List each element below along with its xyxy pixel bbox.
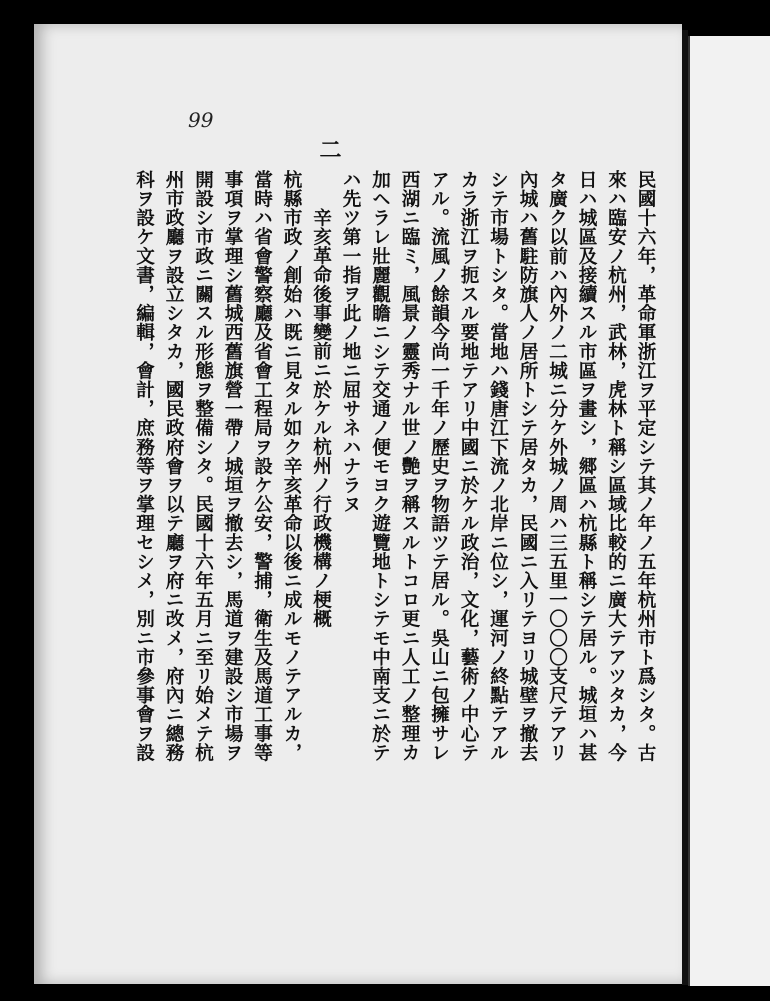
text-column: 日ハ城區及接續スル市區ヲ畫シ，郷區ハ杭縣ト稱シテ居ル。城垣ハ甚: [576, 170, 597, 763]
vertical-body-text: [133, 170, 660, 940]
text-column: タ廣ク以前ハ內外ノ二城ニ分ケ外城ノ周ハ三五里一〇〇〇支尺テアリ: [546, 170, 568, 763]
text-column: 加ヘラレ壯麗觀瞻ニシテ交通ノ便モヨク遊覽地トシテモ中南支ニ於テ: [369, 170, 391, 763]
text-column: アル。流風ノ餘韻今尚一千年ノ歷史ヲ物語ツテ居ル。吳山ニ包擁サレ: [428, 170, 450, 763]
section-heading: 辛亥革命後事變前ニ於ケル杭州ノ行政機構ノ梗概: [310, 208, 332, 629]
section-number: 二: [316, 138, 342, 160]
text-column: ハ先ツ第一指ヲ此ノ地ニ屈サネハナラヌ: [340, 170, 361, 514]
text-column: 事項ヲ掌理シ舊城西舊旗營一帶ノ城垣ヲ撤去シ，馬道ヲ建設シ市場ヲ: [222, 170, 243, 763]
text-column: 民國十六年，革命軍浙江ヲ平定シテ其ノ年ノ五年杭州市ト爲シタ。古: [635, 170, 656, 763]
text-column: 內城ハ舊駐防旗人ノ居所トシテ居タカ，民國ニ入リテヨリ城壁ヲ撤去: [517, 170, 538, 763]
text-column: 州市政廳ヲ設立シタカ，國民政府會ヲ以テ廳ヲ府ニ改メ，府內ニ總務: [163, 170, 184, 763]
text-column: 當時ハ省會警察廳及省會工程局ヲ設ケ公安，警捕，衛生及馬道工事等: [251, 170, 273, 763]
text-column: 來ハ臨安ノ杭州，武林，虎林ト稱シ區域比較的ニ廣大テアツタカ，今: [605, 170, 627, 763]
text-column: 開設シ市政ニ關スル形態ヲ整備シタ。民國十六年五月ニ至リ始メテ杭: [192, 170, 214, 763]
page-number: 99: [188, 108, 214, 132]
facing-page-edge: [688, 36, 770, 986]
text-column: 杭縣市政ノ創始ハ既ニ見タル如ク辛亥革命以後ニ成ルモノテアルカ，: [281, 170, 302, 763]
text-column: シテ市場トシタ。當地ハ錢唐江下流ノ北岸ニ位シ，運河ノ終點テアル: [487, 170, 509, 763]
text-column: 科ヲ設ケ文書，編輯，會計，庶務等ヲ掌理セシメ，別ニ市參事會ヲ設: [133, 170, 155, 763]
text-column: カラ浙江ヲ扼スル要地テアリ中國ニ於ケル政治，文化，藝術ノ中心テ: [458, 170, 479, 763]
text-column: 西湖ニ臨ミ，風景ノ靈秀ナル世ノ艷ヲ稱スルトコロ更ニ人工ノ整理カ: [399, 170, 420, 763]
